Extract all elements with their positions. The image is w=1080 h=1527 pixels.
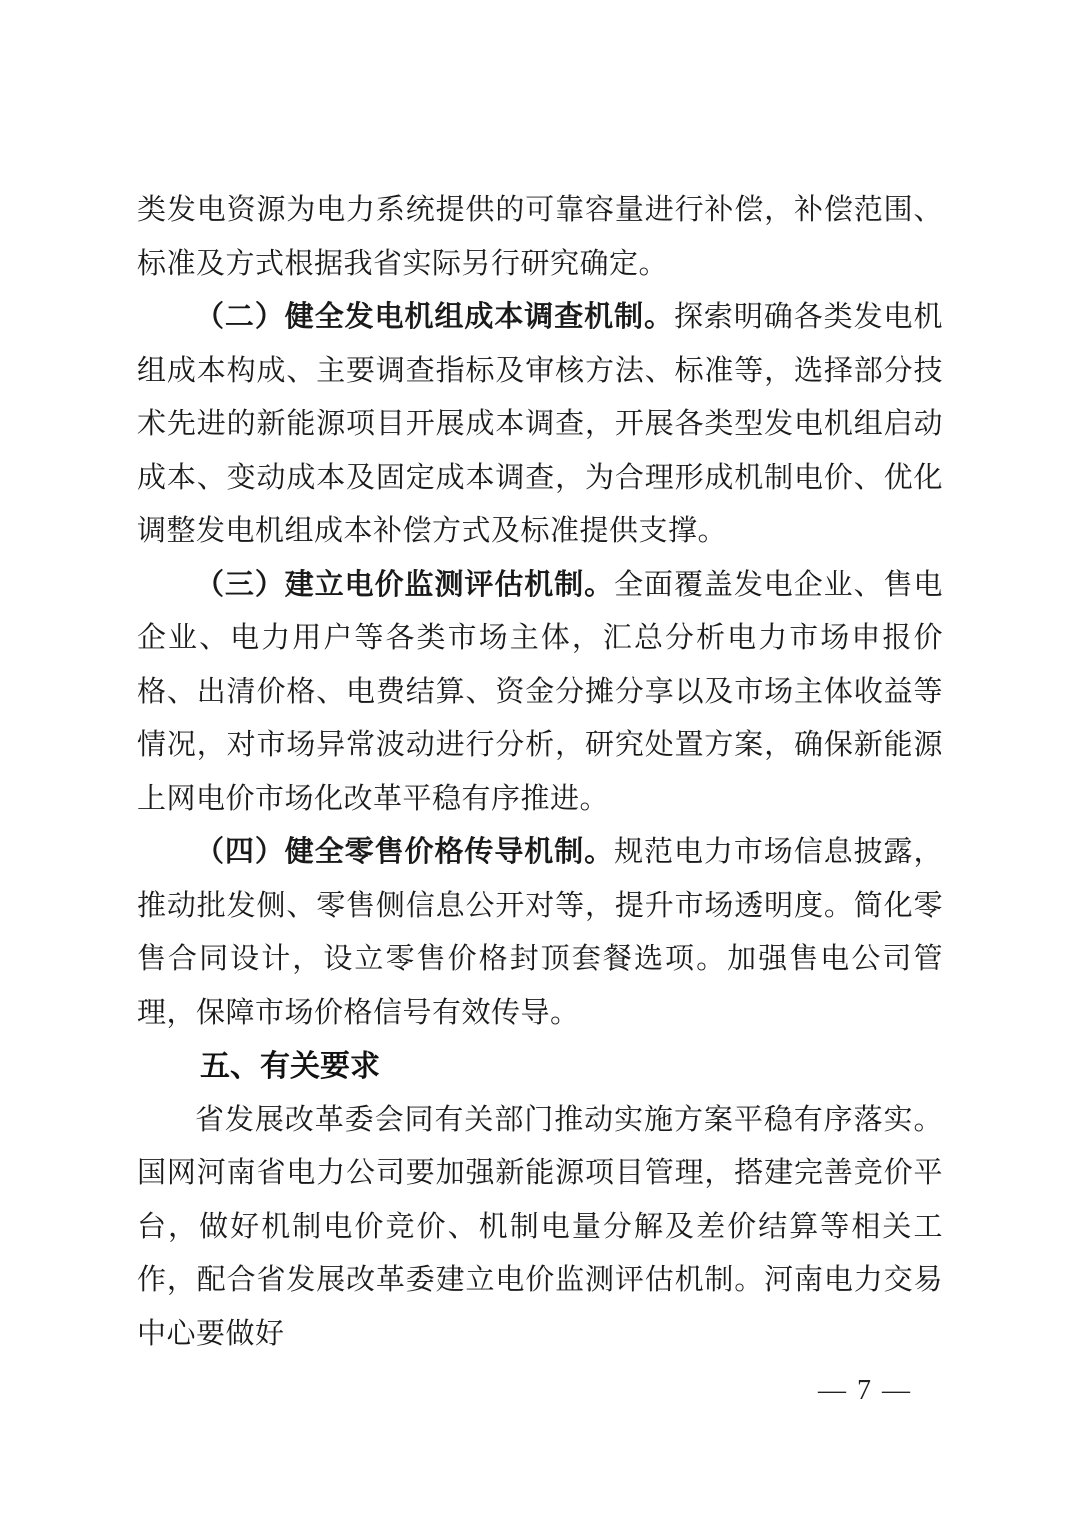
- paragraph-text: 全面覆盖发电企业、售电企业、电力用户等各类市场主体，汇总分析电力市场申报价格、出清价格、电费结算、资金分摊分享以及市场主体收益等情况，对市场异常波动进行分析，研究处置方案，确保新能源上网电价市场化改革平稳有序推进。: [137, 568, 943, 815]
- body-text: [137, 184, 943, 1361]
- paragraph-continuation: [137, 184, 943, 291]
- paragraph-text: 规范电力市场信息披露，推动批发侧、零售侧信息公开对等，提升市场透明度。简化零售合同设计，设立零售价格封顶套餐选项。加强售电公司管理，保障市场价格信号有效传导。: [137, 836, 943, 1029]
- section-heading: 五、有关要求: [200, 1050, 380, 1083]
- paragraph-text: 类发电资源为电力系统提供的可靠容量进行补偿，补偿范围、标准及方式根据我省实际另行研究确定。: [137, 194, 943, 280]
- closing-paragraph: [137, 1094, 943, 1362]
- paragraph-item-3: [137, 559, 943, 827]
- paragraph-lead: （二）健全发电机组成本调查机制。: [195, 301, 674, 333]
- paragraph-lead: （三）建立电价监测评估机制。: [195, 568, 615, 601]
- paragraph-lead: （四）健全零售价格传导机制。: [195, 836, 615, 868]
- paragraph-item-4: [137, 826, 943, 1040]
- paragraph-text: 探索明确各类发电机组成本构成、主要调查指标及审核方法、标准等，选择部分技术先进的新能源项目开展成本调查，开展各类型发电机组启动成本、变动成本及固定成本调查，为合理形成机制电价、优化调整发电机组成本补偿方式及标准提供支撑。: [137, 301, 943, 547]
- page-number: — 7 —: [818, 1375, 912, 1406]
- paragraph-text: 省发展改革委会同有关部门推动实施方案平稳有序落实。国网河南省电力公司要加强新能源项目管理，搭建完善竞价平台，做好机制电价竞价、机制电量分解及差价结算等相关工作，配合省发展改革委建立电价监测评估机制。河南电力交易中心要做好: [137, 1103, 943, 1350]
- paragraph-item-2: [137, 291, 943, 559]
